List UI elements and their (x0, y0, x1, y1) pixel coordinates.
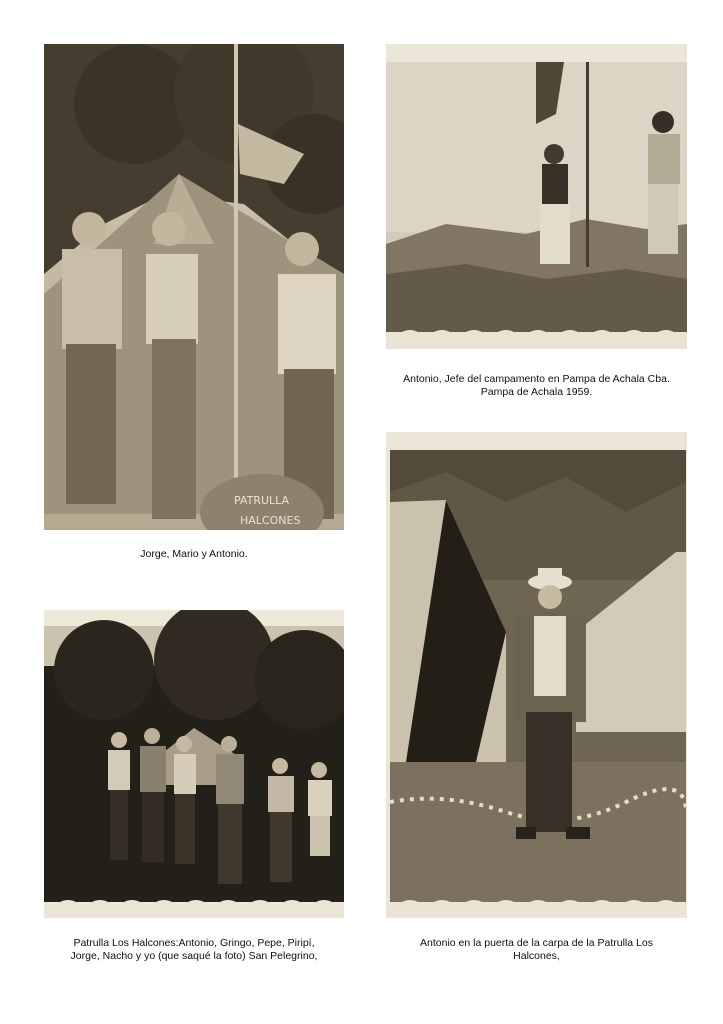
photo-patrulla-group (44, 610, 344, 918)
photo-flag-raising-achala (386, 44, 687, 349)
caption-jorge-mario-antonio (44, 548, 344, 561)
photo-antonio-tent-door (386, 432, 687, 918)
caption-line: Antonio, Jefe del campamento en Pampa de Achala Cba. (403, 373, 670, 385)
caption-line: Jorge, Nacho y yo (que saqué la foto) San Pelegrino, (70, 950, 318, 962)
photo-jorge-mario-antonio (44, 44, 344, 530)
photo-antonio-tent-door-image (386, 432, 687, 918)
rock-text-halcones: HALCONES (240, 514, 301, 527)
caption-line: Halcones, (513, 950, 560, 962)
photo-flag-raising-achala-image (386, 44, 687, 349)
caption-line: Jorge, Mario y Antonio. (140, 548, 248, 560)
caption-line: Patrulla Los Halcones:Antonio, Gringo, Pepe, Piripí, (73, 937, 315, 949)
caption-patrulla-group (40, 937, 348, 967)
caption-line: Antonio en la puerta de la carpa de la Patrulla Los (420, 937, 653, 949)
caption-flag-raising-achala (380, 373, 693, 399)
caption-line: Pampa de Achala 1959. (480, 386, 593, 398)
photo-patrulla-group-image (44, 610, 344, 918)
rock-text-patrulla: PATRULLA (234, 494, 290, 507)
photo-jorge-mario-antonio-image (44, 44, 344, 530)
caption-antonio-tent-door (380, 937, 693, 967)
